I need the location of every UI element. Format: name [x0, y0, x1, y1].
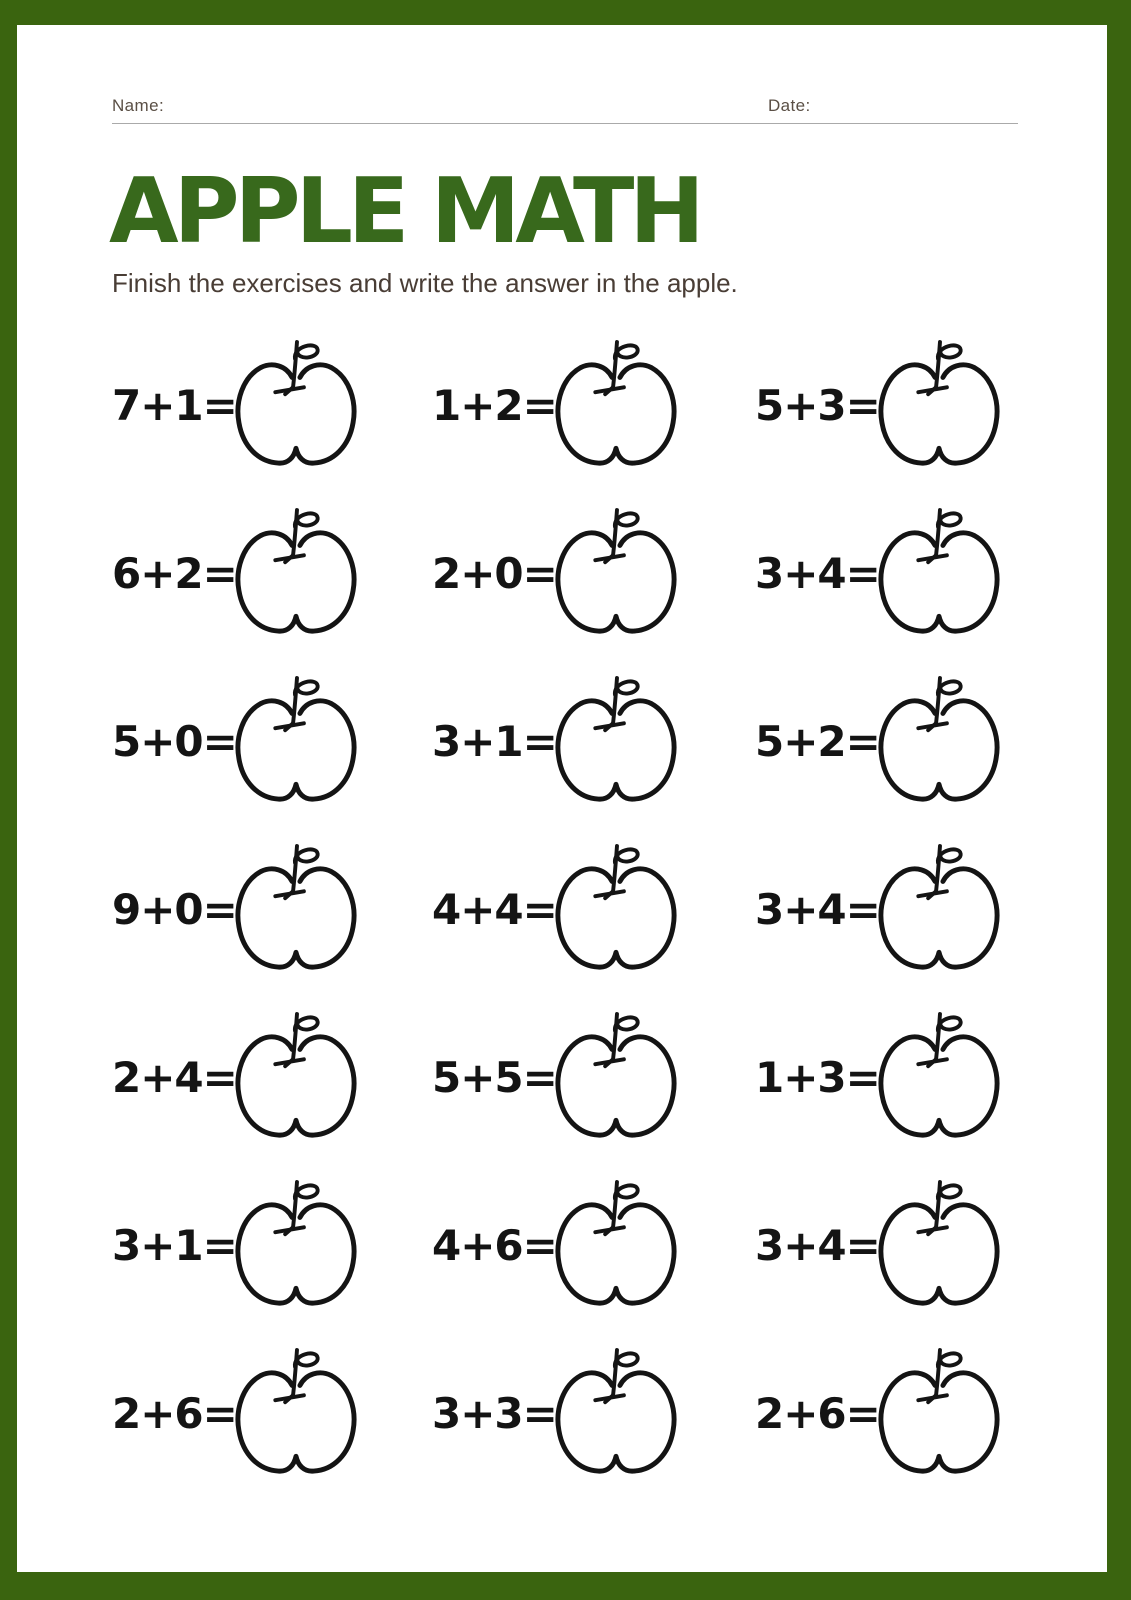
problem-expression: 3+3=	[432, 1388, 557, 1438]
apple-icon[interactable]	[878, 506, 1000, 640]
apple-icon[interactable]	[878, 338, 1000, 472]
math-problem-cell	[755, 993, 1031, 1161]
problem-expression: 3+1=	[112, 1220, 237, 1270]
apple-icon[interactable]	[878, 842, 1000, 976]
problem-expression: 7+1=	[112, 380, 237, 430]
apple-icon[interactable]	[878, 1178, 1000, 1312]
math-problem-cell	[755, 321, 1031, 489]
math-problem-cell	[432, 657, 755, 825]
apple-icon[interactable]	[555, 338, 677, 472]
apple-icon[interactable]	[555, 1178, 677, 1312]
problem-expression: 2+6=	[112, 1388, 237, 1438]
math-problem-cell	[112, 657, 432, 825]
math-problem-cell	[112, 321, 432, 489]
math-problem-cell	[432, 825, 755, 993]
apple-icon[interactable]	[235, 1178, 357, 1312]
math-problem-cell	[432, 489, 755, 657]
problem-expression: 1+3=	[755, 1052, 880, 1102]
math-problem-cell	[755, 1161, 1031, 1329]
math-problem-cell	[112, 1161, 432, 1329]
math-problem-cell	[432, 993, 755, 1161]
problem-expression: 5+5=	[432, 1052, 557, 1102]
problem-expression: 1+2=	[432, 380, 557, 430]
problem-expression: 9+0=	[112, 884, 237, 934]
apple-icon[interactable]	[555, 1346, 677, 1480]
math-problem-cell	[432, 1161, 755, 1329]
problem-expression: 5+3=	[755, 380, 880, 430]
apple-icon[interactable]	[878, 674, 1000, 808]
page-title: APPLE MATH	[109, 159, 700, 264]
math-problem-cell	[112, 1329, 432, 1497]
problem-expression: 3+1=	[432, 716, 557, 766]
page-subtitle: Finish the exercises and write the answer in the apple.	[112, 268, 738, 298]
math-problem-cell	[432, 1329, 755, 1497]
math-problem-cell	[755, 1329, 1031, 1497]
apple-icon[interactable]	[555, 842, 677, 976]
problem-expression: 3+4=	[755, 884, 880, 934]
math-problem-cell	[112, 825, 432, 993]
apple-icon[interactable]	[235, 842, 357, 976]
apple-icon[interactable]	[235, 506, 357, 640]
problem-expression: 2+0=	[432, 548, 557, 598]
math-problem-cell	[112, 489, 432, 657]
math-problem-cell	[432, 321, 755, 489]
math-problem-cell	[755, 657, 1031, 825]
math-problem-cell	[755, 489, 1031, 657]
problem-expression: 3+4=	[755, 548, 880, 598]
math-problem-cell	[112, 993, 432, 1161]
problem-expression: 2+4=	[112, 1052, 237, 1102]
problem-expression: 4+6=	[432, 1220, 557, 1270]
apple-icon[interactable]	[235, 1346, 357, 1480]
apple-icon[interactable]	[235, 338, 357, 472]
apple-icon[interactable]	[555, 674, 677, 808]
problem-expression: 6+2=	[112, 548, 237, 598]
problem-expression: 2+6=	[755, 1388, 880, 1438]
problem-expression: 4+4=	[432, 884, 557, 934]
date-label: Date:	[768, 96, 811, 115]
apple-icon[interactable]	[878, 1010, 1000, 1144]
apple-icon[interactable]	[555, 1010, 677, 1144]
apple-icon[interactable]	[235, 1010, 357, 1144]
apple-icon[interactable]	[235, 674, 357, 808]
name-label: Name:	[112, 96, 165, 115]
name-date-line[interactable]	[112, 123, 1018, 124]
math-problem-cell	[755, 825, 1031, 993]
problem-expression: 3+4=	[755, 1220, 880, 1270]
apple-icon[interactable]	[878, 1346, 1000, 1480]
worksheet-page	[17, 25, 1107, 1572]
problem-expression: 5+0=	[112, 716, 237, 766]
problem-expression: 5+2=	[755, 716, 880, 766]
problems-grid	[112, 321, 1031, 1497]
apple-icon[interactable]	[555, 506, 677, 640]
